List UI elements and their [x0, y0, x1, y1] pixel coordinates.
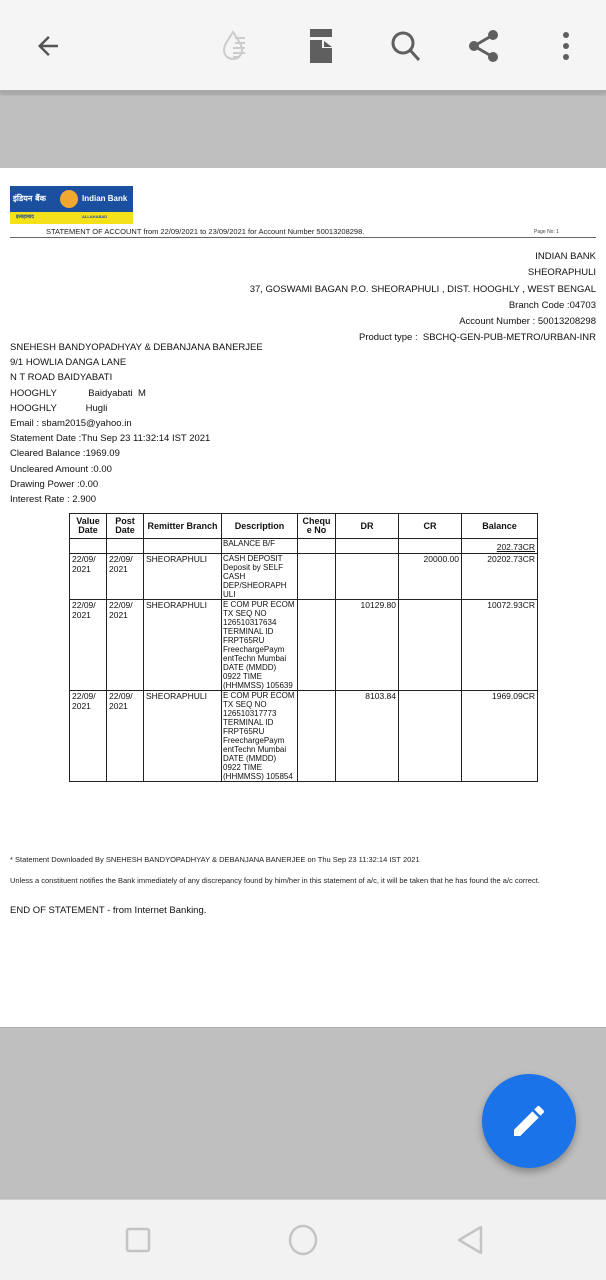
dr-amount [336, 539, 399, 554]
description: CASH DEPOSIT Deposit by SELF CASH DEP/SHEORAPH ULI [222, 554, 298, 600]
pdf-page [0, 168, 606, 1027]
back-triangle-icon [456, 1224, 484, 1256]
balance: 10072.93CR [462, 600, 538, 691]
customer-email: Email : sbam2015@yahoo.in [10, 418, 132, 430]
drawing-power: Drawing Power :0.00 [10, 478, 99, 490]
table-row [70, 600, 538, 691]
branch-address: 37, GOSWAMI BAGAN P.O. SHEORAPHULI , DIST. HOOGHLY , WEST BENGAL [249, 283, 596, 295]
cr-amount: 20000.00 [399, 554, 462, 600]
divider [10, 237, 596, 238]
dr-amount: 8103.84 [336, 691, 399, 782]
search-button[interactable] [386, 26, 426, 66]
header-cr: CR [399, 514, 462, 539]
logo-hindi-name: इंडियन बैंक [13, 194, 46, 203]
recents-square-icon [125, 1227, 151, 1253]
back-arrow-icon [33, 31, 63, 61]
description: E COM PUR ECOM TX SEQ NO 126510317773 TERMINAL ID FRPT65RU FreechargePaym entTechn Mumbai DATE (MMDD) 0922 TIME (HHMMSS) 105854 [222, 691, 298, 782]
cr-amount [399, 600, 462, 691]
disclaimer: Unless a constituent notifies the Bank immediately of any discrepancy found by him/her in this statement of a/c, it will be taken that he has found the a/c correct. [10, 876, 540, 885]
value-date: 22/09/ 2021 [70, 691, 107, 782]
ink-saver-button[interactable] [218, 26, 258, 66]
page-view-icon [308, 28, 336, 64]
post-date: 22/09/ 2021 [107, 600, 144, 691]
edit-pencil-icon [509, 1101, 549, 1141]
dr-amount [336, 554, 399, 600]
remitter-branch: SHEORAPHULI [144, 554, 222, 600]
uncleared-amount: Uncleared Amount :0.00 [10, 463, 112, 475]
bank-name: INDIAN BANK [535, 251, 596, 262]
balance: 1969.09CR [462, 691, 538, 782]
product-type: Product type : SBCHQ-GEN-PUB-METRO/URBAN-INR [358, 332, 596, 344]
account-number: Account Number : 50013208298 [459, 316, 596, 328]
app-toolbar [0, 0, 606, 93]
share-button[interactable] [464, 26, 504, 66]
table-header-row [70, 514, 538, 539]
logo-english-name: Indian Bank [82, 194, 128, 203]
balance: 202.73CR [462, 539, 538, 554]
bank-emblem-icon [60, 190, 78, 208]
description: BALANCE B/F [222, 539, 298, 554]
remitter-branch: SHEORAPHULI [144, 600, 222, 691]
edit-fab-button[interactable] [482, 1074, 576, 1168]
end-of-statement: END OF STATEMENT - from Internet Banking. [10, 905, 207, 916]
back-nav-button[interactable] [452, 1222, 488, 1258]
more-options-button[interactable] [546, 26, 586, 66]
remitter-branch: SHEORAPHULI [144, 691, 222, 782]
balance: 20202.73CR [462, 554, 538, 600]
more-vert-icon [561, 31, 571, 61]
transactions-table [69, 513, 538, 782]
interest-rate: Interest Rate : 2.900 [10, 494, 97, 506]
customer-address-1: 9/1 HOWLIA DANGA LANE [10, 357, 127, 369]
header-balance: Balance [462, 514, 538, 539]
post-date: 22/09/ 2021 [107, 554, 144, 600]
header-value-date: Value Date [70, 514, 107, 539]
branch-name: SHEORAPHULI [527, 267, 596, 279]
dr-amount: 10129.80 [336, 600, 399, 691]
logo-sub-left: इलाहाबाद [16, 214, 34, 220]
home-button[interactable] [285, 1222, 321, 1258]
header-remitter-branch: Remitter Branch [144, 514, 222, 539]
table-row [70, 539, 538, 554]
header-post-date: Post Date [107, 514, 144, 539]
header-dr: DR [336, 514, 399, 539]
table-row [70, 554, 538, 600]
bank-logo [10, 186, 133, 224]
downloaded-by-note: * Statement Downloaded By SNEHESH BANDYOPADHYAY & DEBANJANA BANERJEE on Thu Sep 23 11:32:14 IST 2021 [10, 855, 420, 864]
customer-info [10, 340, 263, 507]
statement-date: Statement Date :Thu Sep 23 11:32:14 IST 2021 [10, 433, 211, 445]
cheque-no [298, 554, 336, 600]
header-description: Description [222, 514, 298, 539]
statement-heading: STATEMENT OF ACCOUNT from 22/09/2021 to 23/09/2021 for Account Number 50013208298. [46, 227, 365, 236]
post-date: 22/09/ 2021 [107, 691, 144, 782]
cheque-no [298, 691, 336, 782]
value-date: 22/09/ 2021 [70, 600, 107, 691]
home-circle-icon [287, 1223, 319, 1257]
customer-address-2: N T ROAD BAIDYABATI [10, 372, 113, 384]
back-button[interactable] [28, 26, 68, 66]
description: E COM PUR ECOM TX SEQ NO 126510317634 TERMINAL ID FRPT65RU FreechargePaym entTechn Mumbai DATE (MMDD) 0922 TIME (HHMMSS) 105639 [222, 600, 298, 691]
cheque-no [298, 539, 336, 554]
value-date [70, 539, 107, 554]
header-cheque-no: Chequ e No [298, 514, 336, 539]
customer-address-4: HOOGHLY Hugli [10, 402, 108, 414]
share-icon [467, 28, 501, 64]
logo-sub-right: ALLAHABAD [82, 214, 108, 219]
ink-saver-icon [218, 26, 258, 66]
cr-amount [399, 691, 462, 782]
search-icon [388, 28, 424, 64]
table-row [70, 691, 538, 782]
cheque-no [298, 600, 336, 691]
cr-amount [399, 539, 462, 554]
branch-info [250, 249, 596, 347]
system-nav-bar [0, 1199, 606, 1280]
viewer-background-top [0, 96, 606, 168]
remitter-branch [144, 539, 222, 554]
value-date: 22/09/ 2021 [70, 554, 107, 600]
customer-address-3: HOOGHLY Baidyabati M [10, 387, 146, 399]
customer-name: SNEHESH BANDYOPADHYAY & DEBANJANA BANERJEE [10, 342, 263, 353]
post-date [107, 539, 144, 554]
branch-code: Branch Code :04703 [508, 299, 596, 311]
page-view-button[interactable] [302, 26, 342, 66]
cleared-balance: Cleared Balance :1969.09 [10, 448, 120, 460]
recents-button[interactable] [120, 1222, 156, 1258]
page-number: Page No: 1 [534, 229, 560, 235]
